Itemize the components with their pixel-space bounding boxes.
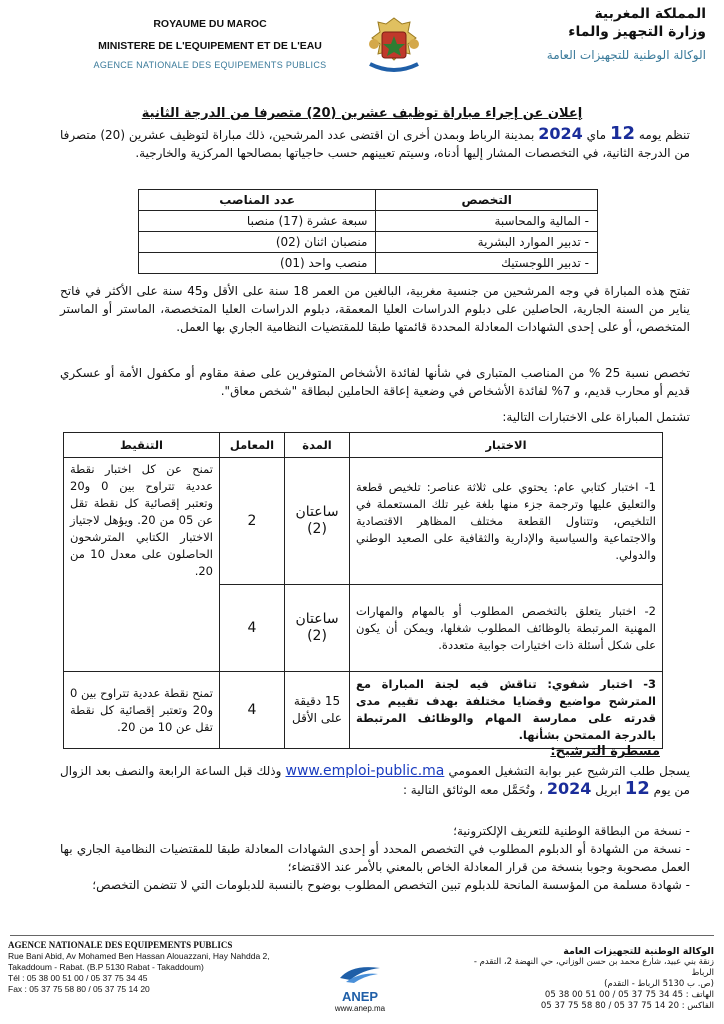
table-header-row [139, 190, 598, 211]
exam-cell: 1- اختبار كتابي عام: يحتوي على ثلاثة عناصر: تلخيص قطعة والتعليق عليها وترجمة جزء منها بلغة غير تلك المستعملة في التلخيص، وتتناول القطعة مختلف المظاهر الاقتصادية والاجتماعية والسياسية والإدارية والثقافية على الصعيد الوطني والدولي. [350, 458, 663, 585]
header-count: عدد المناصب [139, 190, 376, 211]
table-row [64, 458, 663, 585]
list-item: - نسخة من البطاقة الوطنية للتعريف الإلكترونية؛ [453, 824, 690, 838]
anep-logo-icon [338, 962, 382, 984]
anep-logo [310, 962, 410, 1013]
duration-cell: ساعتان (2) [285, 585, 350, 672]
header-ar [476, 6, 706, 62]
footer-agency-fr: AGENCE NATIONALE DES EQUIPEMENTS PUBLICS [8, 940, 233, 950]
header-coef: المعامل [220, 433, 285, 458]
intro-part1: تنظم يومه [638, 128, 690, 142]
specialty-cell: تدبير الموارد البشرية [477, 235, 581, 249]
header-exam: الاختبار [350, 433, 663, 458]
agency-fr: AGENCE NATIONALE DES EQUIPEMENTS PUBLICS [93, 60, 327, 70]
exam-cell: 2- اختبار يتعلق بالتخصص المطلوب أو بالمهام والمهارات المهنية المرتبطة بالوظائف المطلوب شغلها، ويمكن أن يكون على شكل أسئلة ذات اختيارات جوابية متعددة. [350, 585, 663, 672]
footer-tel-ar: الهاتف : 45 34 75 37 05 / 00 51 00 38 05 [544, 990, 714, 1000]
table-header-row [64, 433, 663, 458]
deadline-month: ابريل [595, 783, 621, 797]
grading-cell: تمنح نقطة عددية تتراوح بين 0 و20 وتعتبر إقصائية كل نقطة تقل عن 10 من 20. [64, 672, 220, 749]
table-row [64, 672, 663, 749]
grading-cell: تمنح عن كل اختبار نقطة عددية تتراوح بين 0 و20 وتعتبر إقصائية كل نقطة تقل عن 05 من 20. ويؤهل لاجتياز الاختبار الكتابي المترشحون الحاصلون على معدل 10 من 20. [64, 458, 220, 672]
procedure-text1: يسجل طلب الترشيح عبر بوابة التشغيل العمومي [448, 764, 690, 778]
exam-date-month: ماي [586, 128, 607, 142]
specialty-cell: المالية والمحاسبة [494, 214, 581, 228]
procedure-heading: مسطرة الترشيح: [550, 744, 660, 759]
anep-logo-text: ANEP [341, 989, 379, 1004]
procedure-paragraph [60, 762, 690, 799]
exam-date-day: 12 [609, 123, 636, 144]
deadline-day: 12 [624, 778, 650, 799]
emploi-public-link[interactable]: www.emploi-public.ma [285, 763, 445, 779]
specialty-cell: تدبير اللوجستيك [501, 256, 581, 270]
list-item: - شهادة مسلمة من المؤسسة المانحة للدبلوم تبين التخصص المطلوب بوضوح بالنسبة للدبلومات التي لا تتضمن التخصص؛ [92, 878, 690, 892]
exams-table [63, 432, 663, 749]
duration-cell: ساعتان (2) [285, 458, 350, 585]
table-row: - تدبير الموارد البشرية منصبان اثنان (02) [139, 232, 598, 253]
deadline-year: 2024 [546, 779, 592, 798]
coef-cell: 2 [220, 458, 285, 585]
footer-fr [8, 940, 288, 995]
intro-paragraph [60, 125, 690, 162]
positions-table [138, 189, 598, 274]
duration-cell: 15 دقيقة على الأقل [285, 672, 350, 749]
table-row: - تدبير اللوجستيك منصب واحد (01) [139, 253, 598, 274]
footer-tel-fr: Tél : 05 38 00 51 00 / 05 37 75 34 45 [8, 973, 148, 983]
conditions-paragraph: تفتح هذه المباراة في وجه المرشحين من جنسية مغربية، البالغين من العمر 18 سنة على الأقل و45 سنة على الأكثر في فاتح يناير من السنة الجارية، الحاصلين على دبلوم الدراسات العليا المعمقة، دبلوم الدراسات العليا المتخصصة، الماستر أو الماستر المتخصص، أو على إحدى الشهادات المعادلة المحددة قائمتها طبقا للمقتضيات النظامية الجاري بها العمل. [60, 284, 690, 334]
footer-ar [454, 946, 714, 1012]
footer-fax-fr: Fax : 05 37 75 58 80 / 05 37 75 14 20 [8, 984, 150, 994]
kingdom-ar: المملكة المغربية [594, 6, 706, 22]
quota-paragraph: تخصص نسبة 25 % من المناصب المتبارى في شأنها لفائدة الأشخاص المتوفرين على صفة مقاوم أو مكفول الأمة أو عسكري قديم أو محارب قديم، و 7% لفائدة الأشخاص في وضعية إعاقة الحاملين لبطاقة "شخص معاق". [60, 366, 691, 398]
coef-cell: 4 [220, 672, 285, 749]
footer-divider [10, 935, 714, 936]
page-title: إعلان عن إجراء مباراة توظيف عشرين (20) متصرفا من الدرجة الثانية [141, 106, 583, 121]
header-duration: المدة [285, 433, 350, 458]
count-cell: سبعة عشرة (17) منصبا [139, 211, 376, 232]
count-cell: منصب واحد (01) [139, 253, 376, 274]
anep-website[interactable]: www.anep.ma [334, 1004, 386, 1013]
exams-intro: تشتمل المباراة على الاختبارات التالية: [502, 410, 690, 424]
agency-ar: الوكالة الوطنية للتجهيزات العامة [546, 48, 706, 62]
intro-part2: بمدينة الرباط وبمدن أخرى ان اقتضى عدد المرشحين، ذلك مباراة لتوظيف عشرين (20) متصرفا من الدرجة الثانية، في التخصصات المشار إليها أدناه، وسيتم تعيينهم حسب حاجياتها بمصالحها المركزية والخارجية. [60, 128, 690, 160]
footer-address2-fr: Takaddoum - Rabat. (B.P 5130 Rabat - Takaddoum) [8, 962, 204, 972]
procedure-text2: وذلك قبل الساعة الرابعة والنصف بعد الزوال من يوم [60, 764, 690, 797]
exam-cell: 3- اختبار شفوي: تناقش فيه لجنة المباراة مع المترشح مواضيع وقضايا مختلفة بهدف تقييم مدى قدرته على ممارسة المهام والوظائف المرتبطة بالدرجة الممتحن بشأنها. [350, 672, 663, 749]
header-fr [60, 6, 360, 70]
exam-date-year: 2024 [538, 124, 583, 143]
coat-of-arms-icon [362, 14, 426, 78]
header-grading: التنقيط [64, 433, 220, 458]
coef-cell: 4 [220, 585, 285, 672]
header-specialty: التخصص [376, 190, 598, 211]
documents-list [60, 822, 690, 894]
count-cell: منصبان اثنان (02) [139, 232, 376, 253]
footer-address-ar: زنقة بني عبيد، شارع محمد بن حسن الوزاني، حي النهضة 2، التقدم - الرباط [473, 957, 714, 978]
ministry-fr: MINISTERE DE L'EQUIPEMENT ET DE L'EAU [98, 40, 322, 52]
procedure-text3: ، وتُحَمَّل معه الوثائق التالية : [402, 783, 543, 797]
footer-agency-ar: الوكالة الوطنية للتجهيزات العامة [563, 946, 714, 957]
table-row: - المالية والمحاسبة سبعة عشرة (17) منصبا [139, 211, 598, 232]
footer-address-fr: Rue Bani Abid, Av Mohamed Ben Hassan Alouazzani, Hay Nahdda 2, [8, 951, 270, 961]
ministry-ar: وزارة التجهيز والماء [568, 24, 706, 40]
kingdom-fr: ROYAUME DU MAROC [153, 18, 267, 30]
list-item: - نسخة من الشهادة أو الدبلوم المطلوب في التخصص المحدد أو إحدى الشهادات المعادلة طبقا للمقتضيات النظامية الجاري بها العمل مصحوبة وجوبا بنسخة من قرار المعادلة الخاص بالمعني بالأمر عند الاقتضاء؛ [60, 842, 690, 874]
footer-bp-ar: (ص. ب 5130 الرباط - التقدم) [604, 979, 714, 989]
footer-fax-ar: الفاكس : 20 14 75 37 05 / 80 58 75 37 05 [540, 1001, 714, 1011]
